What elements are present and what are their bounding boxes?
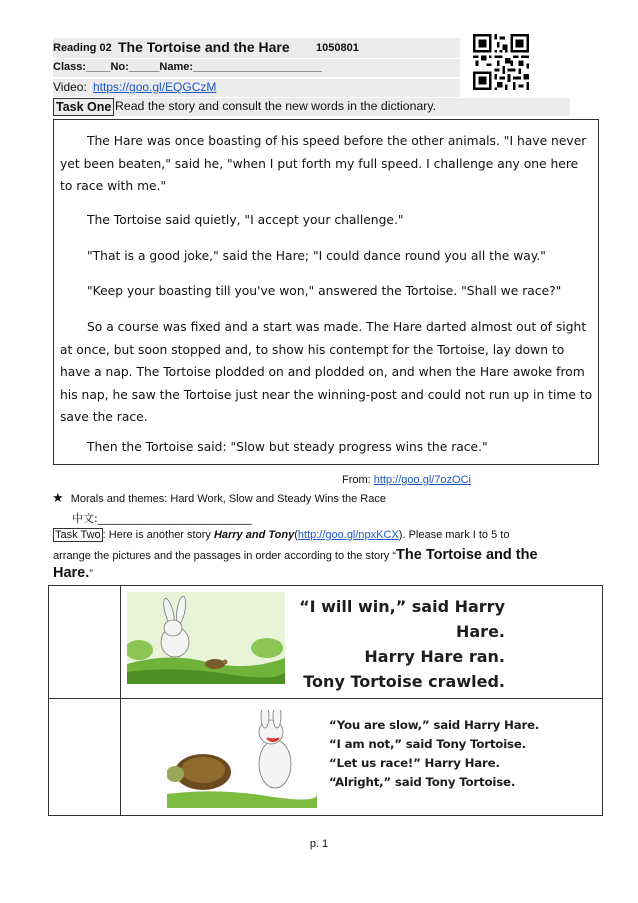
document-title: The Tortoise and the Hare <box>118 39 290 55</box>
header-title-row <box>53 38 460 58</box>
picture-1-line-3: Tony Tortoise crawled. <box>303 672 505 691</box>
task-two-text-2: ). Please mark I to 5 to <box>398 529 510 541</box>
source-link[interactable]: http://goo.gl/7ozOCi <box>373 474 472 486</box>
task-two-line-3 <box>53 564 93 582</box>
source-label: From: <box>342 474 374 486</box>
tortoise-and-hare-illustration <box>167 710 317 808</box>
big-title-b: Hare. <box>53 565 90 581</box>
class-line: Class:____No:_____Name:_____________________ <box>53 61 322 73</box>
picture-2-line-2: “I am not,” said Tony Tortoise. <box>329 737 526 751</box>
qr-code-icon <box>473 34 529 90</box>
task-two-line <box>53 529 509 541</box>
task-one-label: Task One <box>53 98 114 116</box>
story-paragraph-5: So a course was fixed and a start was made. The Hare darted almost out of sight at once, but soon stopped and, to show his contempt for the Tortoise, lay down to have a nap. The Tortoise plodded on and plodded on, and when the Hare awoke from his nap, he saw the Tortoise just near the winning-post and could not run up in time to save the race. <box>60 320 593 424</box>
picture-1-line-2: Harry Hare ran. <box>364 647 505 666</box>
task-two-text: : Here is another story <box>102 529 214 541</box>
story-paragraph-6: Then the Tortoise said: "Slow but steady progress wins the race." <box>87 440 488 454</box>
page-number: p. 1 <box>309 838 329 850</box>
story-paragraph-2: The Tortoise said quietly, "I accept your challenge." <box>87 213 404 227</box>
story-paragraph-3: "That is a good joke," said the Hare; "I could dance round you all the way." <box>87 249 546 263</box>
task-two-text-3: arrange the pictures and the passages in order according to the story “ <box>53 550 397 562</box>
morals-text: Morals and themes: Hard Work, Slow and Steady Wins the Race <box>70 493 386 505</box>
chinese-line: 中文:____________________________ <box>72 512 252 525</box>
picture-2-line-4: “Alright,” said Tony Tortoise. <box>329 775 516 789</box>
close-quote: ” <box>89 568 93 580</box>
big-title-a: The Tortoise and the <box>396 547 538 563</box>
story-link[interactable]: http://goo.gl/npxKCX <box>297 529 399 541</box>
task-one-row <box>53 98 570 116</box>
document-code: 1050801 <box>316 42 359 54</box>
picture-2 <box>167 710 540 808</box>
source-line <box>342 474 471 486</box>
picture-2-line-3: “Let us race!” Harry Hare. <box>329 756 500 770</box>
morals-line <box>52 490 386 506</box>
picture-1-line-1: “I will win,” said Harry Hare. <box>299 597 505 641</box>
video-link[interactable]: https://goo.gl/EQGCzM <box>93 80 217 94</box>
class-row <box>53 59 460 77</box>
story-title: Harry and Tony <box>213 529 295 541</box>
task-one-instruction: Read the story and consult the new words in the dictionary. <box>115 99 437 113</box>
paren-open: ( <box>294 529 298 541</box>
picture-1 <box>127 592 505 691</box>
task-two-line-2 <box>53 546 538 564</box>
story-paragraph-1: The Hare was once boasting of his speed before the other animals. "I have never yet been beaten," said he, "when I put forth my full speed. I challenge any one here to race with me." <box>60 134 587 193</box>
table-column-divider <box>120 586 121 815</box>
video-label: Video: <box>53 80 87 94</box>
picture-2-line-1: “You are slow,” said Harry Hare. <box>329 718 540 732</box>
story-box <box>53 119 599 465</box>
video-row <box>53 79 460 97</box>
task-two-label: Task Two <box>55 529 101 541</box>
star-icon: ★ <box>52 490 64 505</box>
table-row-divider <box>49 698 602 699</box>
picture-table <box>48 585 603 816</box>
reading-label: Reading 02 <box>53 42 112 54</box>
story-paragraph-4: "Keep your boasting till you've won," answered the Tortoise. "Shall we race?" <box>87 284 562 298</box>
